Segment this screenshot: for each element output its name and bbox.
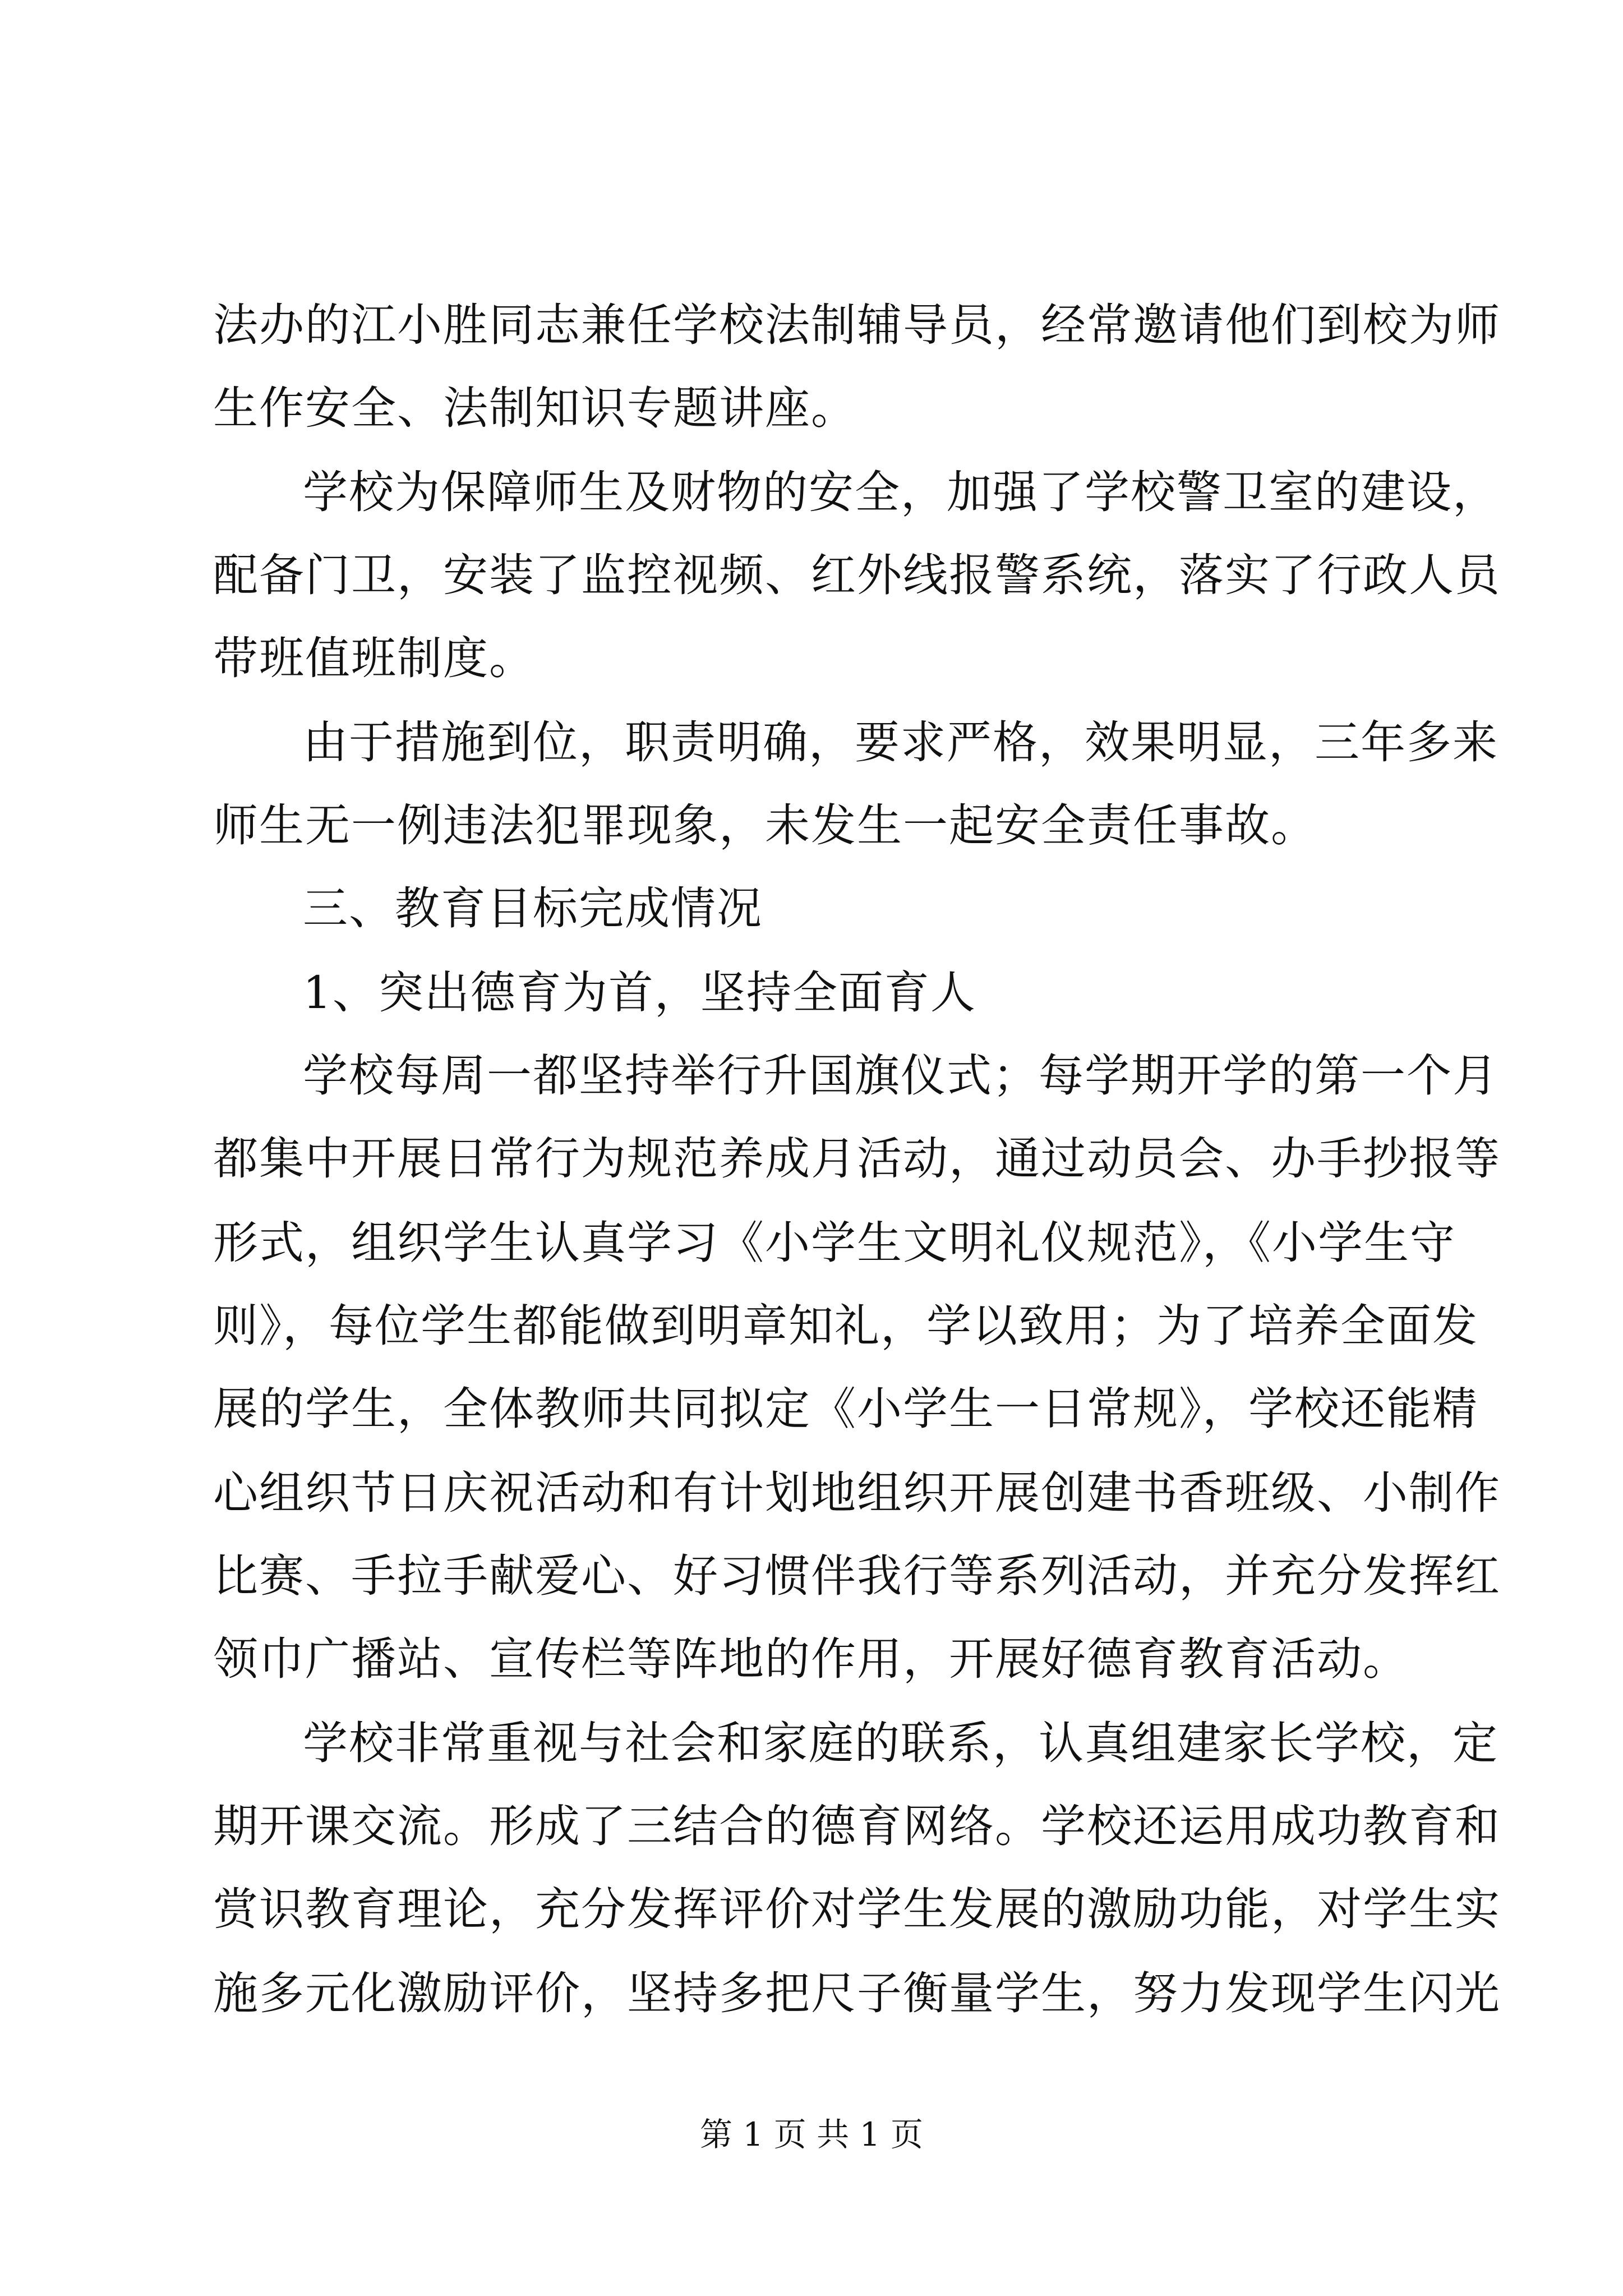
text-line: 师生无一例违法犯罪现象，未发生一起安全责任事故。 — [213, 799, 1317, 852]
page-number-footer: 第 1 页 共 1 页 — [700, 2115, 923, 2154]
text-line: 领巾广播站、宣传栏等阵地的作用，开展好德育教育活动。 — [213, 1633, 1409, 1685]
text-line: 形式，组织学生认真学习《小学生文明礼仪规范》，《小学生守 — [213, 1217, 1456, 1269]
section-heading: 三、教育目标完成情况 — [303, 882, 763, 935]
text-line: 法办的江小胜同志兼任学校法制辅导员，经常邀请他们到校为师 — [213, 299, 1501, 351]
paragraph-start-line: 学校非常重视与社会和家庭的联系，认真组建家长学校，定 — [303, 1717, 1498, 1769]
text-line: 配备门卫，安装了监控视频、红外线报警系统，落实了行政人员 — [213, 549, 1501, 601]
text-line: 生作安全、法制知识专题讲座。 — [213, 382, 857, 434]
text-line: 展的学生，全体教师共同拟定《小学生一日常规》，学校还能精 — [213, 1383, 1478, 1435]
paragraph-start-line: 学校每周一都坚持举行升国旗仪式；每学期开学的第一个月 — [303, 1050, 1498, 1102]
text-line: 比赛、手拉手献爱心、好习惯伴我行等系列活动，并充分发挥红 — [213, 1550, 1501, 1602]
text-line: 期开课交流。形成了三结合的德育网络。学校还运用成功教育和 — [213, 1800, 1501, 1852]
text-line: 则》，每位学生都能做到明章知礼，学以致用；为了培养全面发 — [213, 1300, 1478, 1352]
subsection-heading: 1、突出德育为首，坚持全面育人 — [303, 967, 976, 1019]
text-line: 带班值班制度。 — [213, 632, 535, 684]
text-line: 赏识教育理论，充分发挥评价对学生发展的激励功能，对学生实 — [213, 1883, 1501, 1935]
text-line: 施多元化激励评价，坚持多把尺子衡量学生，努力发现学生闪光 — [213, 1967, 1501, 2019]
paragraph-start-line: 由于措施到位，职责明确，要求严格，效果明显，三年多来 — [303, 716, 1498, 769]
text-line: 都集中开展日常行为规范养成月活动，通过动员会、办手抄报等 — [213, 1133, 1501, 1185]
text-line: 心组织节日庆祝活动和有计划地组织开展创建书香班级、小制作 — [213, 1467, 1501, 1519]
paragraph-start-line: 学校为保障师生及财物的安全，加强了学校警卫室的建设， — [303, 466, 1498, 518]
